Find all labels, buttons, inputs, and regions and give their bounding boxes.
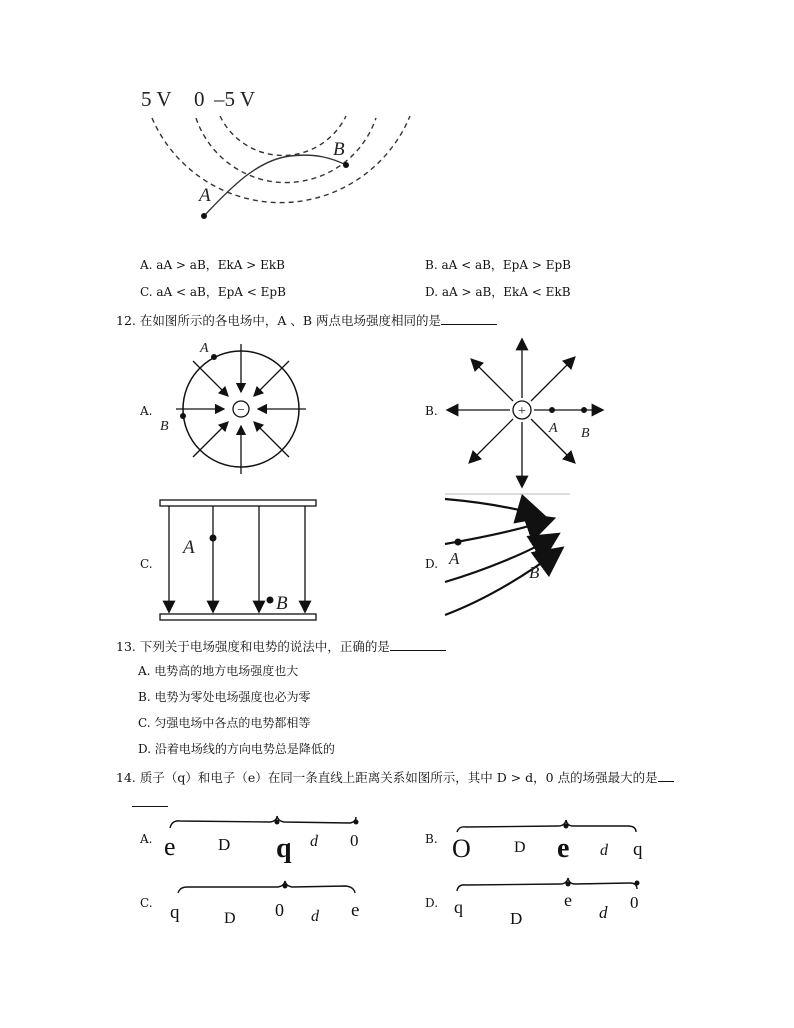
- label-a: A: [549, 421, 558, 436]
- q12-option-b-label: B.: [425, 404, 438, 418]
- q12-figure-b: [440, 332, 610, 492]
- point-mark: [564, 824, 569, 829]
- field-line: [531, 358, 574, 401]
- q14-figure-b: [442, 812, 662, 868]
- answer-blank: [441, 313, 497, 325]
- q11-option-d: D. aA > aB，EkA < EkB: [425, 285, 571, 299]
- field-line: [445, 519, 552, 544]
- field-line: [193, 361, 228, 396]
- q12-option-c-label: C.: [140, 557, 153, 571]
- label-a: A: [449, 549, 460, 568]
- q14-option-d-label: D.: [425, 896, 439, 910]
- q14-figure-c: [165, 876, 380, 932]
- charge-label: e: [351, 900, 360, 921]
- point-b: [343, 162, 349, 168]
- q11-option-a: A. aA > aB，EkA > EkB: [140, 258, 286, 272]
- q11-option-c: C. aA < aB，EpA < EpB: [140, 285, 286, 299]
- q13-option-d: D. 沿着电场线的方向电势总是降低的: [138, 742, 335, 756]
- q12-option-d-label: D.: [425, 557, 439, 571]
- point-b: [535, 550, 542, 557]
- positive-charge-symbol: +: [518, 404, 526, 419]
- point-mark: [566, 882, 571, 887]
- charge-label: q: [276, 833, 292, 864]
- q14-stem: [116, 770, 674, 785]
- label-b: B: [276, 593, 288, 614]
- equipotential-minus5v: [220, 116, 346, 155]
- point-b: [581, 407, 587, 413]
- field-line: [470, 419, 513, 462]
- point-a: [455, 539, 462, 546]
- distance-label: D: [224, 910, 236, 927]
- point-b: [180, 413, 186, 419]
- distance-bracket: [457, 878, 637, 891]
- q12-stem-text: 12. 在如图所示的各电场中，A 、B 两点电场强度相同的是: [116, 313, 442, 328]
- q14-figure-d: [448, 873, 658, 931]
- label-b: B: [160, 419, 169, 434]
- point-mark: [635, 881, 640, 886]
- q12-stem: [116, 313, 497, 328]
- point-label: 0: [275, 900, 284, 920]
- q11-option-b: B. aA < aB，EpA > EpB: [425, 258, 571, 272]
- q13-option-a: A. 电势高的地方电场强度也大: [138, 664, 299, 678]
- equipotential-0: [196, 118, 376, 183]
- equipotential-5v: [152, 116, 410, 203]
- field-line: [254, 422, 289, 457]
- q14-figure-a: [160, 812, 370, 868]
- point-a: [210, 535, 217, 542]
- q12-figure-d: [440, 490, 580, 625]
- distance-bracket: [457, 820, 636, 832]
- point-mark: [354, 820, 359, 825]
- negative-charge-symbol: −: [237, 402, 245, 417]
- q13-stem-text: 13. 下列关于电场强度和电势的说法中，正确的是: [116, 639, 390, 654]
- trajectory-curve: [204, 155, 346, 216]
- distance-label: D: [218, 835, 231, 854]
- distance-label: d: [600, 842, 608, 859]
- field-line: [193, 422, 228, 457]
- answer-blank: [390, 639, 446, 651]
- label-0: 0: [194, 87, 205, 111]
- distance-bracket: [178, 881, 355, 893]
- q14-stem-text: 14. 质子（q）和电子（e）在同一条直线上距离关系如图所示，其中 D > d，0 点的场强最大的是: [116, 770, 658, 785]
- label-a: A: [200, 341, 209, 356]
- bottom-plate: [160, 614, 316, 620]
- q13-option-b: B. 电势为零处电场强度也必为零: [138, 690, 311, 704]
- distance-label: d: [311, 908, 319, 925]
- q14-option-b-label: B.: [425, 832, 438, 846]
- point-label: 0: [350, 831, 359, 850]
- point-a: [211, 354, 217, 360]
- point-a: [549, 407, 555, 413]
- label-b: B: [581, 426, 590, 441]
- q13-option-c: C. 匀强电场中各点的电势都相等: [138, 716, 311, 730]
- q12-option-a-label: A.: [140, 404, 153, 418]
- label-b: B: [333, 139, 345, 160]
- point-mark: [283, 884, 288, 889]
- field-line: [254, 361, 289, 396]
- field-line: [445, 549, 561, 615]
- answer-blank-continued: [132, 805, 168, 807]
- top-plate: [160, 500, 316, 506]
- field-line: [472, 360, 513, 401]
- distance-label: D: [510, 909, 523, 928]
- charge-label: q: [633, 839, 643, 860]
- answer-blank: [658, 770, 674, 782]
- q14-option-c-label: C.: [140, 896, 153, 910]
- point-label: O: [452, 834, 471, 863]
- charge-label: e: [564, 890, 572, 910]
- distance-label: D: [514, 839, 526, 856]
- distance-label: d: [310, 833, 318, 850]
- q13-stem: [116, 639, 446, 654]
- charge-label: q: [170, 902, 180, 923]
- label-b: B: [529, 563, 540, 582]
- point-a: [201, 213, 207, 219]
- field-line: [445, 499, 543, 516]
- point-b: [267, 597, 274, 604]
- point-label: 0: [630, 893, 639, 912]
- label-5v: 5 V: [141, 87, 172, 111]
- label-minus5v: –5 V: [214, 87, 256, 111]
- charge-label: q: [454, 897, 463, 917]
- label-a: A: [199, 185, 211, 206]
- distance-bracket: [170, 816, 356, 828]
- q11-figure: [130, 80, 430, 250]
- distance-label: d: [599, 903, 608, 922]
- label-a: A: [183, 537, 195, 558]
- q14-option-a-label: A.: [140, 832, 153, 846]
- charge-label: e: [557, 833, 570, 864]
- charge-label: e: [164, 832, 176, 861]
- q12-figure-a: [160, 335, 320, 485]
- q12-figure-c: [155, 495, 330, 625]
- point-mark: [275, 820, 280, 825]
